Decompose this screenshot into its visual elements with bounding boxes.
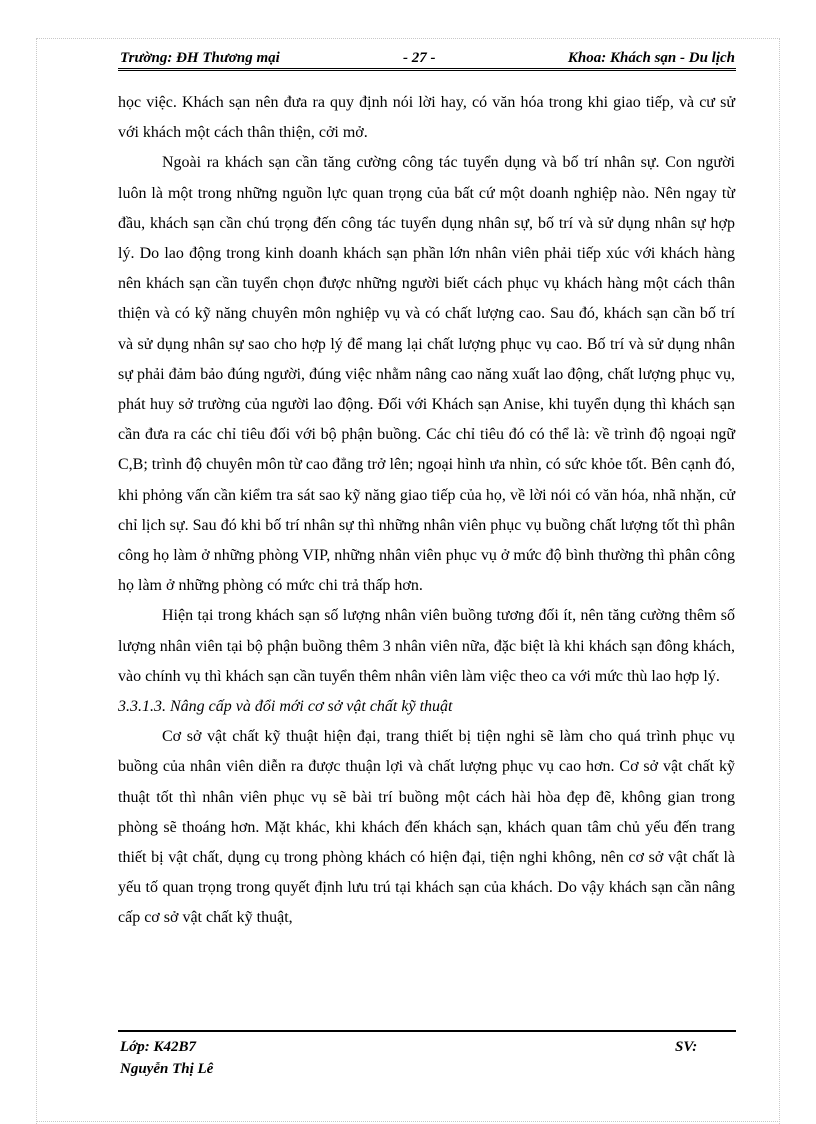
paragraph-1: học việc. Khách sạn nên đưa ra quy định nói lời hay, có văn hóa trong khi giao tiếp, và cư sử với khách một cách thân thiện, cởi mở. xyxy=(118,94,735,142)
header-school: Trường: ĐH Thương mại xyxy=(120,50,280,66)
paragraph-2: Ngoài ra khách sạn cần tăng cường công tác tuyển dụng và bố trí nhân sự. Con người luôn là một trong những nguồn lực quan trọng của bất cứ một doanh nghiệp nào. Nên ngay từ đầu, khách sạn cần chú trọng đến công tác tuyển dụng nhân sự, bố trí và sử dụng nhân sự hợp lý. Do lao động trong kinh doanh khách sạn phần lớn nhân viên phải tiếp xúc với khách hàng nên khách sạn cần tuyển chọn được những người biết cách phục vụ khách hàng một cách thân thiện và có kỹ năng chuyên môn nghiệp vụ và có chất lượng cao. Sau đó, khách sạn cần bố trí và sử dụng nhân sự sao cho hợp lý để mang lại chất lượng phục vụ cao. Bố trí và sử dụng nhân sự phải đảm bảo đúng người, đúng việc nhằm nâng cao năng xuất lao động, chất lượng phục vụ, phát huy sở trường của người lao động. Đối với Khách sạn Anise, khi tuyển dụng thì khách sạn cần đưa ra các chỉ tiêu đối với bộ phận buồng. Các chỉ tiêu đó có thể là: về trình độ ngoại ngữ C,B; trình độ chuyên môn từ cao đẳng trở lên; ngoại hình ưa nhìn, có sức khỏe tốt. Bên cạnh đó, khi phỏng vấn cần kiểm tra sát sao kỹ năng giao tiếp của họ, về lời nói có văn hóa, nhã nhặn, cử chỉ lịch sự. Sau đó khi bố trí nhân sự thì những nhân viên phục vụ buồng chất lượng tốt thì phân công họ làm ở những phòng VIP, những nhân viên phục vụ ở mức độ bình thường thì phân công họ làm ở những phòng có mức chi trả thấp hơn. xyxy=(118,154,735,595)
footer-student-name: Nguyễn Thị Lê xyxy=(120,1061,214,1077)
footer-rule xyxy=(118,1030,736,1032)
section-heading: 3.3.1.3. Nâng cấp và đổi mới cơ sở vật chất kỹ thuật xyxy=(118,698,453,716)
footer-class: Lớp: K42B7 xyxy=(120,1039,196,1055)
page-bottom-edge xyxy=(36,1121,778,1122)
document-body xyxy=(118,88,735,934)
page-number: - 27 - xyxy=(403,50,436,66)
header-rule xyxy=(118,68,736,71)
paragraph-3: Hiện tại trong khách sạn số lượng nhân viên buồng tương đối ít, nên tăng cường thêm số lượng nhân viên tại bộ phận buồng thêm 3 nhân viên nữa, đặc biệt là khi khách sạn đông khách, vào chính vụ thì khách sạn cần tuyển thêm nhân viên làm việc theo ca với mức thù lao hợp lý. xyxy=(118,607,735,685)
section-paragraph: Cơ sở vật chất kỹ thuật hiện đại, trang thiết bị tiện nghi sẽ làm cho quá trình phục vụ buồng của nhân viên diễn ra được thuận lợi và chất lượng phục vụ cao hơn. Cơ sở vật chất kỹ thuật tốt thì nhân viên phục vụ sẽ bài trí buồng một cách hài hòa đẹp đẽ, không gian trong phòng sẽ thoáng hơn. Mặt khác, khi khách đến khách sạn, khách quan tâm chủ yếu đến trang thiết bị vật chất, dụng cụ trong phòng khách có hiện đại, tiện nghi không, nên cơ sở vật chất là yếu tố quan trọng trong quyết định lưu trú tại khách sạn của khách. Do vậy khách sạn cần nâng cấp cơ sở vật chất kỹ thuật, xyxy=(118,728,735,927)
footer-sv: SV: xyxy=(675,1039,698,1055)
header-faculty: Khoa: Khách sạn - Du lịch xyxy=(567,50,735,66)
page-header xyxy=(120,50,735,70)
